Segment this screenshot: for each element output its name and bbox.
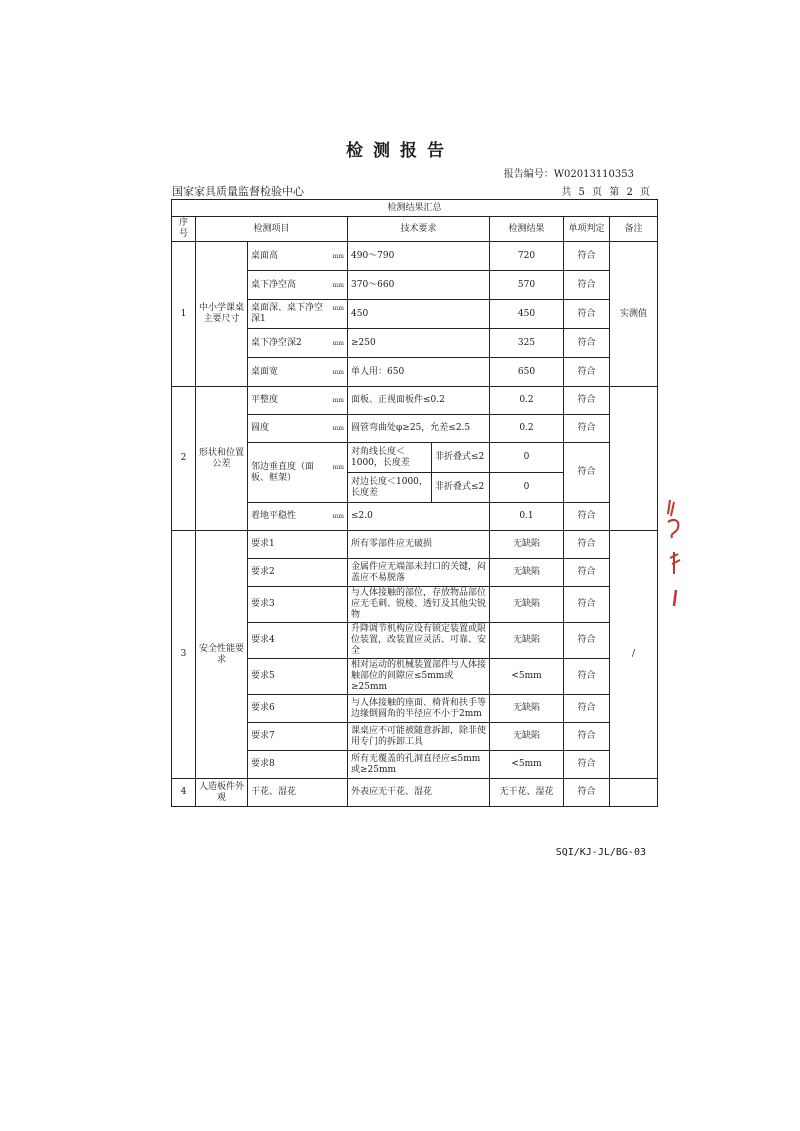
item-cell — [248, 271, 348, 300]
unit-label: mm — [332, 463, 344, 471]
report-title: 检测报告 — [346, 141, 454, 161]
item-cell — [248, 242, 348, 271]
requirement-cell: ≤2.0 — [348, 503, 490, 531]
unit-label: mm — [332, 513, 344, 520]
group-name: 形状和位置公差 — [196, 387, 248, 531]
verdict-cell: 符合 — [564, 503, 610, 531]
requirement-cell: 面板、正视面板件≤0.2 — [348, 387, 490, 415]
result-cell: <5mm — [490, 751, 564, 779]
item-cell — [248, 358, 348, 387]
form-code: SQI/KJ-JL/BG-03 — [555, 847, 646, 858]
unit-label: mm — [332, 281, 344, 289]
header-seq: 序号 — [172, 217, 196, 242]
result-cell: 无缺陷 — [490, 723, 564, 751]
requirement-cell: 所有无覆盖的孔洞直径应≤5mm或≥25mm — [348, 751, 490, 779]
result-cell: 450 — [490, 300, 564, 329]
requirement-cell: 金属件应无端部未封口的关键，闷盖应不易脱落 — [348, 559, 490, 587]
group-name: 人造板件外观 — [196, 779, 248, 807]
report-number: 报告编号：W02013110353 — [503, 169, 634, 180]
result-cell: 无缺陷 — [490, 559, 564, 587]
unit-label: mm — [332, 368, 344, 376]
item-cell: 要求1 — [248, 531, 348, 559]
result-cell: 无缺陷 — [490, 587, 564, 623]
requirement-cell: 课桌应不可能被随意拆卸，除非使用专门的拆卸工具 — [348, 723, 490, 751]
item-label: 邻边垂直度（面板、框架） — [251, 461, 315, 483]
header-requirement: 技术要求 — [348, 217, 490, 242]
header-remark: 备注 — [610, 217, 658, 242]
verdict-cell: 符合 — [564, 695, 610, 723]
header-item: 检测项目 — [196, 217, 348, 242]
verdict-cell: 符合 — [564, 779, 610, 807]
requirement-cell: 升降调节机构应设有锁定装置或限位装置，改装置应灵活、可靠、安全 — [348, 623, 490, 659]
requirement-cell: 370～660 — [348, 271, 490, 300]
requirement-cell: 相对运动的机械装置部件与人体接触部位的间隙应≤5mm或≥25mm — [348, 659, 490, 695]
header-row — [172, 217, 658, 242]
result-cell: 650 — [490, 358, 564, 387]
item-cell — [248, 329, 348, 358]
requirement-cell: 所有零部件应无破损 — [348, 531, 490, 559]
item-label: 桌面高 — [251, 250, 279, 261]
group-name: 安全性能要求 — [196, 531, 248, 779]
remark-cell: / — [610, 531, 658, 779]
requirement-cell: ≥250 — [348, 329, 490, 358]
requirement-cell: 单人用：650 — [348, 358, 490, 387]
requirement-cell: 450 — [348, 300, 490, 329]
item-label: 着地平稳性 — [251, 511, 297, 521]
requirement-cell: 圆管弯曲处φ≥25，允差≤2.5 — [348, 415, 490, 443]
result-cell: 无缺陷 — [490, 623, 564, 659]
requirement-cell: 对边长度＜1000，长度差 — [348, 473, 432, 503]
item-cell — [248, 387, 348, 415]
result-cell: 0.2 — [490, 415, 564, 443]
item-cell: 要求8 — [248, 751, 348, 779]
condition-cell: 非折叠式≤2 — [432, 443, 490, 473]
item-cell — [248, 415, 348, 443]
report-table — [171, 199, 658, 807]
verdict-cell: 符合 — [564, 659, 610, 695]
table-row — [172, 779, 658, 807]
requirement-cell: 490～790 — [348, 242, 490, 271]
item-label: 平整度 — [251, 395, 279, 405]
requirement-cell: 外表应无干花、湿花 — [348, 779, 490, 807]
result-cell: 无干花、湿花 — [490, 779, 564, 807]
table-row — [172, 387, 658, 415]
result-cell: 720 — [490, 242, 564, 271]
remark-cell: 实测值 — [610, 242, 658, 387]
requirement-cell: 对角线长度＜1000，长度差 — [348, 443, 432, 473]
table-row — [172, 242, 658, 271]
verdict-cell: 符合 — [564, 723, 610, 751]
organization-name: 国家家具质量监督检验中心 — [172, 185, 304, 198]
item-cell: 要求7 — [248, 723, 348, 751]
red-stamp-fragment — [664, 498, 688, 610]
verdict-cell: 符合 — [564, 559, 610, 587]
item-cell: 要求2 — [248, 559, 348, 587]
remark-cell — [610, 779, 658, 807]
result-cell: 无缺陷 — [490, 531, 564, 559]
item-label: 桌面深、桌下净空深1 — [251, 303, 324, 324]
verdict-cell: 符合 — [564, 358, 610, 387]
result-cell: 无缺陷 — [490, 695, 564, 723]
verdict-cell: 符合 — [564, 531, 610, 559]
unit-label: mm — [332, 425, 344, 432]
unit-label: mm — [332, 397, 344, 404]
item-cell: 要求6 — [248, 695, 348, 723]
item-cell: 要求3 — [248, 587, 348, 623]
requirement-cell: 与人体接触的部位，存放物品部位应无毛刺、锐棱、透钉及其他尖锐物 — [348, 587, 490, 623]
group-name: 中小学课桌主要尺寸 — [196, 242, 248, 387]
verdict-cell: 符合 — [564, 415, 610, 443]
verdict-cell: 符合 — [564, 443, 610, 503]
page-info: 共 5 页 第 2 页 — [561, 187, 650, 198]
verdict-cell: 符合 — [564, 623, 610, 659]
group-seq: 2 — [172, 387, 196, 531]
result-cell: <5mm — [490, 659, 564, 695]
verdict-cell: 符合 — [564, 271, 610, 300]
item-label: 桌面宽 — [251, 366, 279, 377]
table-row — [172, 531, 658, 559]
item-label: 圆度 — [251, 423, 270, 433]
item-cell: 要求4 — [248, 623, 348, 659]
verdict-cell: 符合 — [564, 751, 610, 779]
verdict-cell: 符合 — [564, 242, 610, 271]
item-cell — [248, 443, 348, 503]
unit-label: mm — [332, 339, 344, 347]
group-seq: 4 — [172, 779, 196, 807]
caption-row — [172, 200, 658, 217]
verdict-cell: 符合 — [564, 329, 610, 358]
table-caption: 检测结果汇总 — [172, 200, 658, 217]
item-label: 桌下净空深2 — [251, 337, 302, 348]
result-cell: 0.2 — [490, 387, 564, 415]
verdict-cell: 符合 — [564, 387, 610, 415]
unit-label: mm — [332, 305, 344, 312]
item-cell: 要求5 — [248, 659, 348, 695]
item-cell — [248, 503, 348, 531]
header-verdict: 单项判定 — [564, 217, 610, 242]
result-cell: 0.1 — [490, 503, 564, 531]
result-cell: 0 — [490, 473, 564, 503]
verdict-cell: 符合 — [564, 587, 610, 623]
result-cell: 325 — [490, 329, 564, 358]
item-cell: 干花、湿花 — [248, 779, 348, 807]
remark-cell — [610, 387, 658, 531]
condition-cell: 非折叠式≤2 — [432, 473, 490, 503]
result-cell: 570 — [490, 271, 564, 300]
report-table-container — [171, 199, 657, 803]
unit-label: mm — [332, 252, 344, 260]
item-cell — [248, 300, 348, 329]
verdict-cell: 符合 — [564, 300, 610, 329]
group-seq: 3 — [172, 531, 196, 779]
requirement-cell: 与人体接触的座面、椅背和扶手等边缘倒圆角的半径应不小于2mm — [348, 695, 490, 723]
group-seq: 1 — [172, 242, 196, 387]
result-cell: 0 — [490, 443, 564, 473]
header-result: 检测结果 — [490, 217, 564, 242]
item-label: 桌下净空高 — [251, 279, 297, 290]
